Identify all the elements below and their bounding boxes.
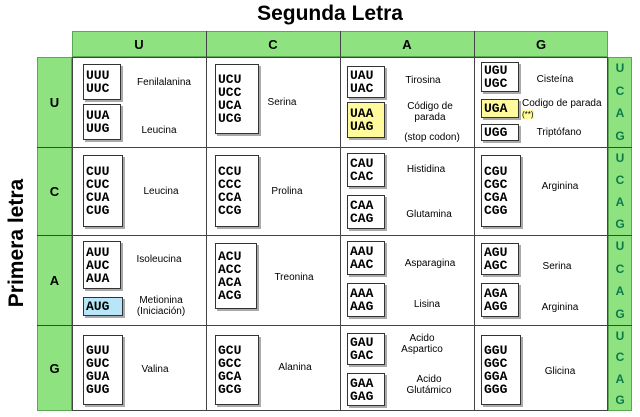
codon-box-GCx xyxy=(215,335,259,405)
codon-box-CGx xyxy=(481,155,521,227)
codon: AUC xyxy=(86,257,110,273)
col-divider xyxy=(206,57,207,411)
codon: ACC xyxy=(218,262,242,277)
title-primera-letra: Primera letra xyxy=(5,178,28,308)
codon-box-UUU-UUC xyxy=(83,64,121,100)
codon-box-GUx xyxy=(83,335,123,405)
codon: CCU xyxy=(218,164,242,179)
second-letter-G: G xyxy=(535,36,547,52)
codon: UGC xyxy=(484,76,508,91)
amino-acid-cisteina: Cisteína xyxy=(536,73,574,85)
codon-box-UAA-UAG-stop xyxy=(347,102,385,138)
second-letter-U: U xyxy=(134,36,144,52)
codon-box-GAA-GAG xyxy=(347,373,385,406)
codon: GGU xyxy=(484,343,508,358)
codon: CGG xyxy=(484,203,508,218)
codon: UAU xyxy=(350,68,374,83)
first-letter-A: A xyxy=(49,272,60,288)
codon-box-AUG-start xyxy=(83,297,123,316)
stop-mark: (**) xyxy=(522,110,534,119)
codon-box-AGU-AGC xyxy=(481,243,519,275)
header-divider xyxy=(474,31,475,57)
third-letter: A xyxy=(615,106,625,121)
third-letter: A xyxy=(615,195,625,209)
codon-box-UUA-UUG xyxy=(83,104,121,140)
third-letter: U xyxy=(615,61,625,76)
codon: CUU xyxy=(86,164,110,179)
third-letter: G xyxy=(615,306,625,321)
third-letter: G xyxy=(615,393,625,408)
codon-box-AAU-AAC xyxy=(347,241,385,275)
amino-acid-valina: Valina xyxy=(141,363,169,375)
third-letters-row-U xyxy=(608,57,632,147)
codon: AAG xyxy=(350,299,374,314)
third-letters-row-A xyxy=(608,235,632,325)
codon: UCU xyxy=(218,72,242,87)
codon: GCU xyxy=(218,343,242,358)
codon: UCG xyxy=(218,111,242,126)
codon-box-CCx xyxy=(215,155,259,227)
second-letter-A: A xyxy=(402,36,412,52)
codon: UUC xyxy=(86,81,110,96)
third-letter: C xyxy=(615,350,625,365)
codon-box-UGU-UGC xyxy=(481,62,519,92)
codon: UUA xyxy=(86,108,110,123)
codon: GUG xyxy=(86,382,110,397)
row-divider xyxy=(37,235,632,236)
third-letters-row-G xyxy=(608,325,632,411)
header-divider xyxy=(206,31,207,57)
title-segunda-letra: Segunda Letra xyxy=(257,2,403,25)
codon: GAA xyxy=(350,375,374,391)
codon-box-CAA-CAG xyxy=(347,195,385,229)
codon: AUU xyxy=(86,244,110,260)
codon: GUC xyxy=(86,356,110,371)
codon: UAC xyxy=(350,81,374,96)
codon-box-AUU-AUC-AUA xyxy=(83,241,121,289)
col-divider xyxy=(474,57,475,411)
codon: AGU xyxy=(484,245,508,260)
codon: CUG xyxy=(86,203,110,218)
codon: GCA xyxy=(218,369,242,384)
row-divider xyxy=(37,325,632,326)
codon: GCG xyxy=(218,382,242,397)
codon: UAA xyxy=(350,106,374,121)
codon: UCC xyxy=(218,85,242,100)
codon: GAG xyxy=(350,388,374,404)
codon: AGA xyxy=(484,286,508,301)
codon: CUC xyxy=(86,177,110,192)
codon: CAC xyxy=(350,169,374,184)
amino-acid-lisina: Lisina xyxy=(413,298,441,310)
codon: UGU xyxy=(484,63,508,78)
codon-box-GGx xyxy=(481,335,521,405)
codon: AGC xyxy=(484,258,508,273)
amino-acid-acido-glutamico: Acido Glutámico xyxy=(406,374,452,396)
codon-box-UCx xyxy=(215,64,259,134)
codon: CCG xyxy=(218,203,242,218)
codon: CUA xyxy=(86,190,110,205)
codon: GUA xyxy=(86,369,110,384)
codon: AAA xyxy=(350,286,374,301)
amino-acid-leucina: Leucina xyxy=(141,124,177,136)
codon: AGG xyxy=(484,299,508,314)
third-letters-row-C xyxy=(608,147,632,235)
third-letter: A xyxy=(615,284,625,299)
row-divider xyxy=(37,147,632,148)
amino-acid-triptofano: Triptófano xyxy=(536,126,582,138)
second-letter-C: C xyxy=(268,36,278,52)
codon: CAU xyxy=(350,156,374,171)
codon-box-CUx xyxy=(83,155,123,227)
col-divider xyxy=(340,57,341,411)
amino-acid-metionina: Metionina (Iniciación) xyxy=(136,295,186,317)
amino-acid-isoleucina: Isoleucina xyxy=(136,253,182,265)
third-letter: U xyxy=(615,328,625,343)
amino-acid-arginina: Arginina xyxy=(541,301,579,313)
codon: AUA xyxy=(86,270,110,286)
third-letter: C xyxy=(615,173,625,187)
amino-acid-stop-uga xyxy=(522,98,604,122)
codon: CGA xyxy=(484,190,508,205)
amino-acid-stop: Código de parada xyxy=(407,101,453,123)
codon-box-CAU-CAC xyxy=(347,153,385,187)
amino-acid-glutamina: Glutamina xyxy=(406,208,452,220)
third-letter: A xyxy=(615,371,625,386)
stop-codon-note: (stop codon) xyxy=(404,131,460,143)
codon-box-AGA-AGG xyxy=(481,283,519,317)
codon-box-UAU-UAC xyxy=(347,66,385,98)
amino-acid-treonina: Treonina xyxy=(274,271,314,283)
codon: CCC xyxy=(218,177,242,192)
stop-label: Codigo de parada xyxy=(522,98,602,109)
third-letter: G xyxy=(615,128,625,143)
amino-acid-alanina: Alanina xyxy=(278,361,312,373)
third-letter: C xyxy=(615,83,625,98)
codon: CGU xyxy=(484,164,508,179)
codon-box-UGA-stop xyxy=(481,99,519,118)
codon: UGG xyxy=(484,125,508,140)
amino-acid-serina: Serina xyxy=(267,96,297,108)
header-divider xyxy=(340,31,341,57)
codon: GGA xyxy=(484,369,508,384)
first-letter-G: G xyxy=(49,360,60,376)
codon: GUU xyxy=(86,343,110,358)
codon: GCC xyxy=(218,356,242,371)
amino-acid-prolina: Prolina xyxy=(271,185,303,197)
amino-acid-fenilalanina: Fenilalanina xyxy=(137,76,191,88)
amino-acid-arginina: Arginina xyxy=(541,180,579,192)
amino-acid-glicina: Glicina xyxy=(544,365,576,377)
codon-box-AAA-AAG xyxy=(347,283,385,317)
codon-box-GAU-GAC xyxy=(347,333,385,365)
codon: UCA xyxy=(218,98,242,113)
third-letter: U xyxy=(615,239,625,254)
codon: CCA xyxy=(218,190,242,205)
codon: ACU xyxy=(218,249,242,264)
first-letter-C: C xyxy=(49,183,60,199)
third-letter: G xyxy=(615,217,625,231)
codon: CAA xyxy=(350,198,374,213)
amino-acid-tirosina: Tirosina xyxy=(405,74,441,86)
codon: AUG xyxy=(86,299,110,314)
codon-box-ACx xyxy=(215,243,257,309)
codon: GAC xyxy=(350,348,374,363)
amino-acid-serina: Serina xyxy=(542,260,572,272)
third-letter: U xyxy=(615,151,625,165)
codon-box-UGG xyxy=(481,124,519,141)
codon: GAU xyxy=(350,335,374,350)
amino-acid-acido-aspartico: Acido Aspartico xyxy=(401,333,443,355)
codon: ACA xyxy=(218,275,242,290)
amino-acid-asparagina: Asparagina xyxy=(404,257,456,269)
codon: CGC xyxy=(484,177,508,192)
codon: UAG xyxy=(350,119,374,134)
codon: ACG xyxy=(218,288,242,303)
codon: GGC xyxy=(484,356,508,371)
amino-acid-histidina: Histidina xyxy=(406,163,446,175)
codon: AAC xyxy=(350,257,374,272)
codon: AAU xyxy=(350,244,374,259)
amino-acid-leucina: Leucina xyxy=(143,185,179,197)
codon: UUG xyxy=(86,121,110,136)
third-letter: C xyxy=(615,261,625,276)
first-letter-U: U xyxy=(49,94,60,110)
codon: CAG xyxy=(350,211,374,226)
codon: UUU xyxy=(86,68,110,83)
codon: UGA xyxy=(484,101,508,116)
codon: GGG xyxy=(484,382,508,397)
